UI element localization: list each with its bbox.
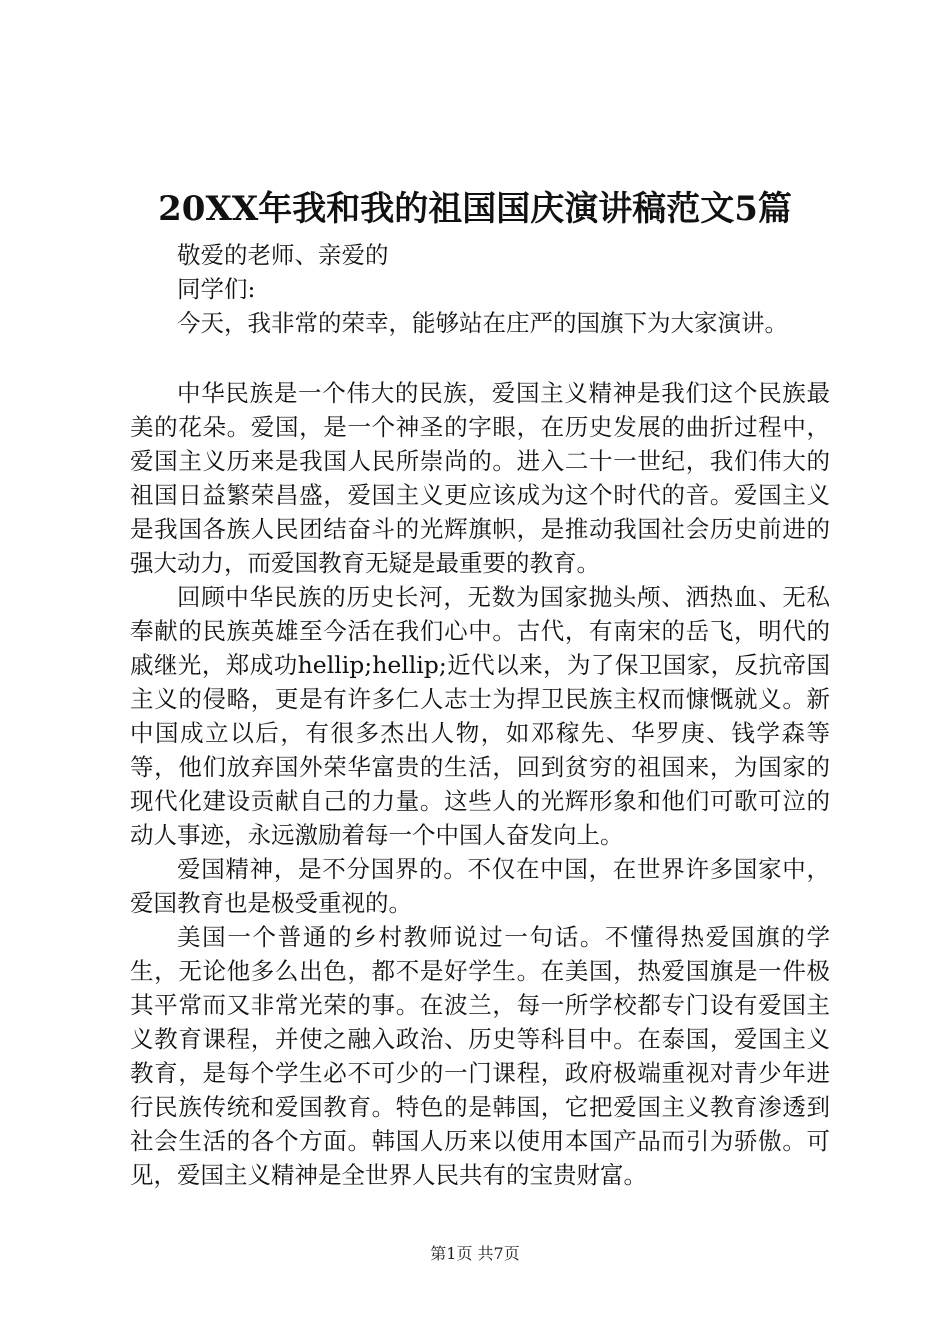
- paragraph-1: 中华民族是一个伟大的民族，爱国主义精神是我们这个民族最美的花朵。爱国，是一个神圣的字眼，在历史发展的曲折过程中，爱国主义历来是我国人民所崇尚的。进入二十一世纪，我们伟大的祖国日益繁荣昌盛，爱国主义更应该成为这个时代的音。爱国主义是我国各族人民团结奋斗的光辉旗帜，是推动我国社会历史前进的强大动力，而爱国教育无疑是最重要的教育。: [130, 379, 830, 577]
- document-body: [130, 238, 830, 1192]
- paragraph-2: 回顾中华民族的历史长河，无数为国家抛头颅、洒热血、无私奉献的民族英雄至今活在我们心中。古代，有南宋的岳飞，明代的戚继光，郑成功hellip;hellip;近代以来，为了保卫国家，反抗帝国主义的侵略，更是有许多仁人志士为捍卫民族主权而慷慨就义。新中国成立以后，有很多杰出人物，如邓稼先、华罗庚、钱学森等等，他们放弃国外荣华富贵的生活，回到贫穷的祖国来，为国家的现代化建设贡献自己的力量。这些人的光辉形象和他们可歌可泣的动人事迹，永远激励着每一个中国人奋发向上。: [130, 583, 830, 849]
- paragraph-3: 爱国精神，是不分国界的。不仅在中国，在世界许多国家中，爱国教育也是极受重视的。: [130, 855, 830, 917]
- paragraph-spacer: [130, 340, 830, 376]
- greeting-line-2: 同学们:: [177, 275, 256, 303]
- opening-line: 今天，我非常的荣幸，能够站在庄严的国旗下为大家演讲。: [177, 309, 788, 337]
- document-title: 20XX年我和我的祖国国庆演讲稿范文5篇: [158, 189, 792, 229]
- greeting-line-1: 敬爱的老师、亲爱的: [177, 241, 389, 269]
- paragraph-4: 美国一个普通的乡村教师说过一句话。不懂得热爱国旗的学生，无论他多么出色，都不是好学生。在美国，热爱国旗是一件极其平常而又非常光荣的事。在波兰，每一所学校都专门设有爱国主义教育课程，并使之融入政治、历史等科目中。在泰国，爱国主义教育，是每个学生必不可少的一门课程，政府极端重视对青少年进行民族传统和爱国教育。特色的是韩国，它把爱国主义教育渗透到社会生活的各个方面。韩国人历来以使用本国产品而引为骄傲。可见，爱国主义精神是全世界人民共有的宝贵财富。: [130, 923, 830, 1189]
- page-number-footer: 第1页 共7页: [430, 1244, 520, 1263]
